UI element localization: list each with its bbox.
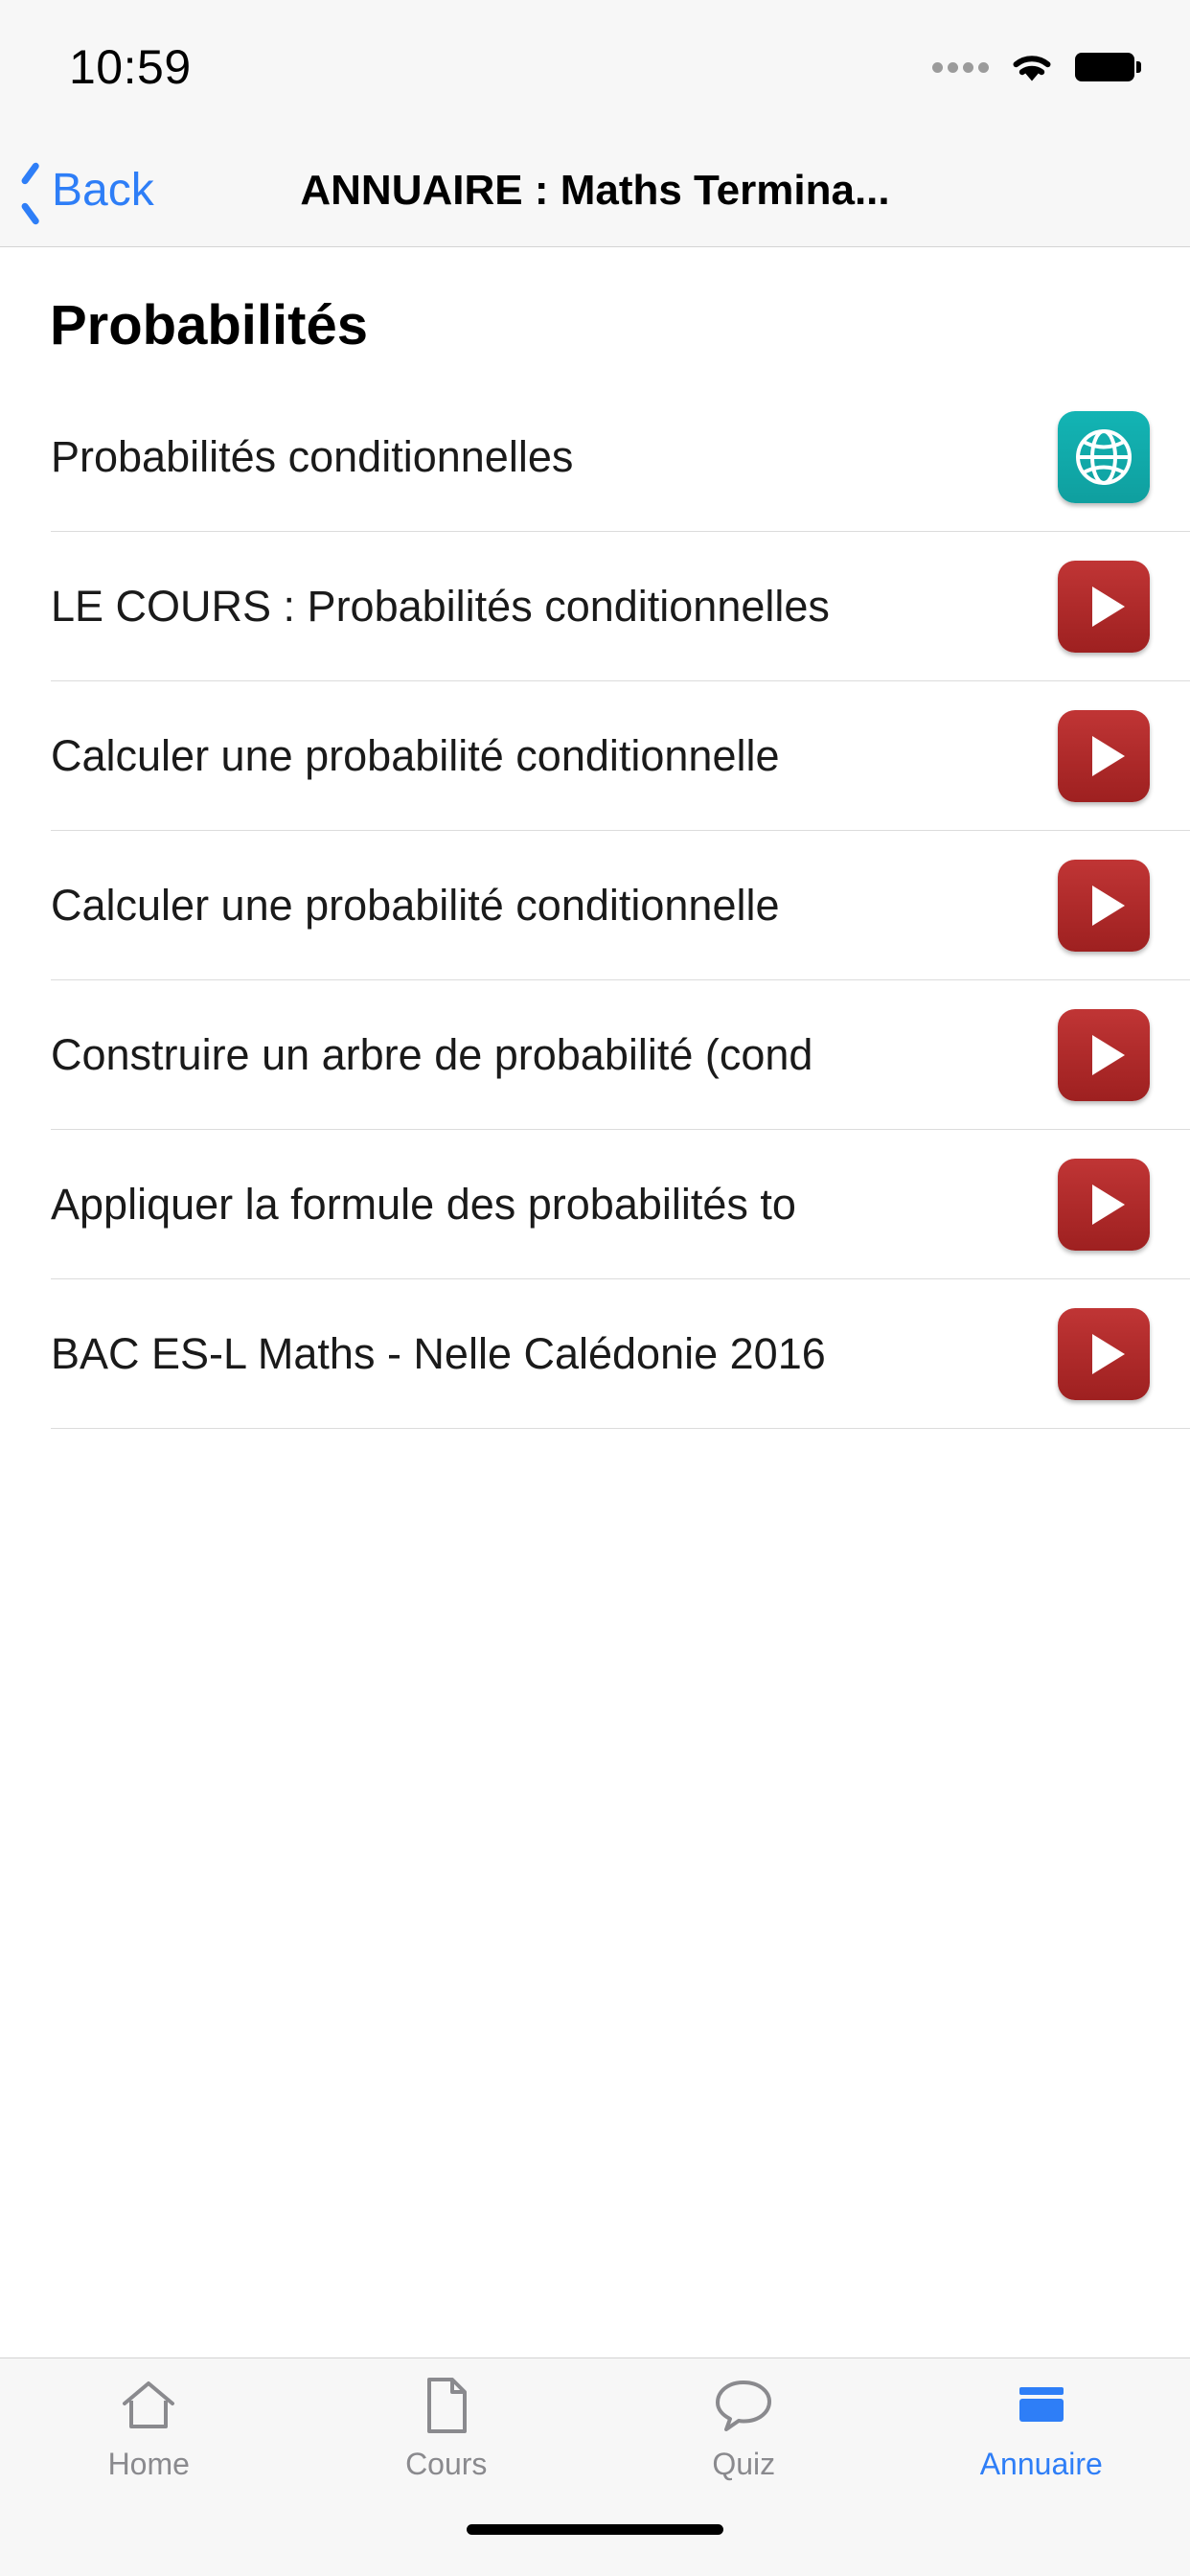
play-triangle [1092,1334,1125,1374]
list-item-label: BAC ES-L Maths - Nelle Calédonie 2016 [51,1328,826,1378]
list-item-label: Appliquer la formule des probabilités to [51,1179,796,1229]
status-time: 10:59 [69,40,192,94]
tab-cours[interactable] [298,2376,596,2482]
list-item-label: Construire un arbre de probabilité (cond [51,1029,813,1079]
youtube-play-icon[interactable] [1058,1308,1150,1400]
youtube-play-icon[interactable] [1058,1159,1150,1251]
content-area [0,247,1190,2358]
globe-icon[interactable] [1058,411,1150,503]
tab-quiz[interactable] [595,2376,893,2482]
play-triangle [1092,586,1125,627]
play-triangle [1092,736,1125,776]
tab-home[interactable] [0,2376,298,2482]
list-item[interactable] [51,980,1190,1130]
youtube-play-icon[interactable] [1058,710,1150,802]
tab-annuaire[interactable] [893,2376,1190,2482]
youtube-play-icon[interactable] [1058,561,1150,653]
list-item-label: Probabilités conditionnelles [51,431,574,481]
list-item-label: Calculer une probabilité conditionnelle [51,880,780,930]
chat-bubble-icon [714,2376,773,2435]
tab-home-label: Home [107,2447,190,2481]
navigation-bar [0,134,1190,247]
back-button-label: Back [52,165,154,216]
play-triangle [1092,1184,1125,1225]
book-icon [1012,2376,1071,2435]
list-item[interactable] [51,532,1190,681]
play-triangle [1092,1035,1125,1075]
home-indicator-area [0,2511,1190,2576]
battery-full-icon [1075,53,1134,81]
youtube-play-icon[interactable] [1058,860,1150,952]
list-item[interactable] [51,382,1190,532]
youtube-play-icon[interactable] [1058,1009,1150,1101]
tab-cours-label: Cours [405,2447,488,2481]
document-icon [423,2376,469,2435]
list-item[interactable] [51,681,1190,831]
page-title: ANNUAIRE : Maths Termina... [300,166,890,214]
list-item-label: LE COURS : Probabilités conditionnelles [51,581,830,631]
back-button[interactable] [0,164,154,217]
section-title: Probabilités [50,294,368,356]
resource-list [0,382,1190,1429]
tab-bar [0,2358,1190,2511]
play-triangle [1092,886,1125,926]
list-item[interactable] [51,1279,1190,1429]
home-icon [119,2376,178,2435]
status-bar [0,0,1190,134]
chevron-left-icon [21,172,42,210]
home-indicator[interactable] [467,2524,723,2535]
list-item[interactable] [51,1130,1190,1279]
tab-quiz-label: Quiz [712,2447,776,2481]
tab-annuaire-label: Annuaire [979,2447,1103,2481]
signal-dots-icon [932,62,989,73]
wifi-icon [1006,48,1058,86]
list-item-label: Calculer une probabilité conditionnelle [51,730,780,780]
status-indicators [932,48,1134,86]
list-item[interactable] [51,831,1190,980]
